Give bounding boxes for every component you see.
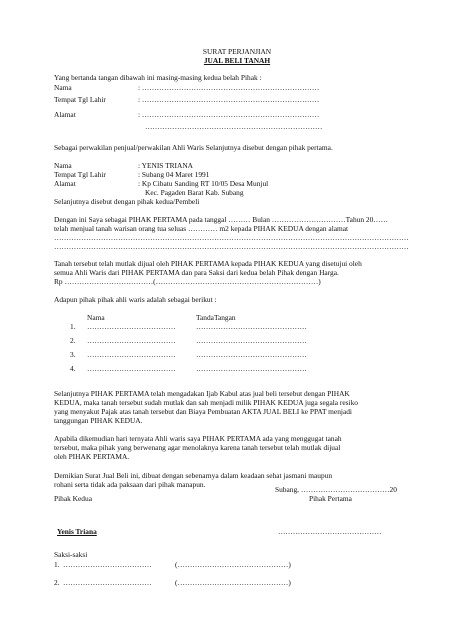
para4-line3: oleh PIHAK PERTAMA. — [54, 452, 130, 461]
para1-line4: ……………………………………………………………………………………………………………………………… — [54, 242, 409, 251]
party1-alamat-value: : ……………………………………………………………… — [138, 110, 320, 119]
heir-number: 3. — [70, 350, 76, 359]
party1-ttl-label: Tempat Tgl Lahir — [54, 95, 106, 104]
party1-alamat-label: Alamat — [54, 110, 76, 119]
party2-ttl-label: Tempat Tgl Lahir — [54, 170, 106, 179]
para3-line2: KEDUA, maka tanah tersebut sudah mutlak dan sah menjadi milik PIHAK KEDUA juga segala resiko — [54, 398, 358, 407]
party1-ttl-value: : ……………………………………………………………… — [138, 95, 320, 104]
para1-line1: Dengan ini Saya sebagai PIHAK PERTAMA pada tanggal ……… Bulan …………………………Tahun 20…… — [54, 215, 389, 224]
heirs-intro: Adapun pihak pihak ahli waris adalah sebagai berikut : — [54, 295, 217, 304]
para3-line4: tanggungan PIHAK KEDUA. — [54, 416, 143, 425]
saksi-number: 2. — [54, 578, 60, 587]
para4-line1: Apabila dikemudian hari ternyata Ahli waris saya PIHAK PERTAMA ada yang menggugat tanah — [54, 434, 342, 443]
para4-line2: tersebut, maka pihak yang berwenang agar menolaknya karena tanah tersebut telah mutlak dijual — [54, 443, 341, 452]
heir-number: 4. — [70, 364, 76, 373]
document-subtitle: JUAL BELI TANAH — [203, 56, 271, 65]
heir-sign: ……………………………………… — [196, 322, 307, 331]
para5-line1: Demikian Surat Jual Beli ini, dibuat dengan sebenarnya dalam keadaan sehat jasmani maupun — [54, 471, 333, 480]
representative-statement: Sebagai perwakilan penjual/perwakilan Ahli Waris Selanjutnya disebut dengan pihak pertama. — [54, 143, 333, 152]
heir-sign: ……………………………………… — [196, 350, 307, 359]
heirs-col-name: Nama — [87, 313, 105, 322]
saksi-name: ……………………………… — [63, 560, 152, 569]
para3-line1: Selanjutnya PIHAK PERTAMA telah mengadakan Ijab Kabul atas jual beli tersebut dengan PIHAK — [54, 389, 350, 398]
party2-alamat-value: : Kp Cibatu Sanding RT 10/05 Desa Munjul — [138, 179, 269, 188]
party2-alamat-value2: Kec. Pagaden Barat Kab. Subang — [145, 188, 244, 197]
pihak-pertama-label: Pihak Pertama — [309, 494, 352, 503]
heir-number: 1. — [70, 322, 76, 331]
saksi-name: ……………………………… — [63, 578, 152, 587]
party2-alamat-label: Alamat — [54, 179, 76, 188]
heir-number: 2. — [70, 336, 76, 345]
party2-nama-label: Nama — [54, 161, 72, 170]
party2-ttl-value: : Subang 04 Maret 1991 — [138, 170, 210, 179]
para2-line3: Rp ………………………………(…………………………………………………………) — [54, 277, 321, 286]
signer-kedua-name: Yenis Triana — [57, 527, 97, 536]
document-title: SURAT PERJANJIAN — [202, 47, 272, 56]
party1-alamat-value2: ……………………………………………………………… — [145, 122, 323, 131]
para1-line2: telah menjual tanah warisan orang tua seluas ………… m2 kepada PIHAK KEDUA dengan alamat — [54, 224, 349, 233]
intro-text: Yang bertanda tangan dibawah ini masing-masing kedua belah Pihak : — [54, 73, 262, 82]
heir-name: ……………………………… — [87, 336, 176, 345]
heir-sign: ……………………………………… — [196, 336, 307, 345]
para2-line1: Tanah tersebut telah mutlak dijual oleh PIHAK PERTAMA kepada PIHAK KEDUA yang disetujui oleh — [54, 259, 362, 268]
party1-nama-value: : ……………………………………………………………… — [138, 83, 320, 92]
party1-nama-label: Nama — [54, 83, 72, 92]
heir-name: ……………………………… — [87, 350, 176, 359]
saksi-number: 1. — [54, 560, 60, 569]
saksi-sign: (………………………………………) — [175, 560, 291, 569]
heir-name: ……………………………… — [87, 322, 176, 331]
party2-closing: Selanjutnya disebut dengan pihak kedua/Pembeli — [54, 197, 200, 206]
pihak-kedua-label: Pihak Kedua — [54, 494, 92, 503]
para1-line3: ……………………………………………………………………………………………………………………………… — [54, 233, 409, 242]
heir-sign: ……………………………………… — [196, 364, 307, 373]
para5-line2: rohani serta tidak ada paksaan dari pihak manapun. — [54, 480, 206, 489]
saksi-sign: (………………………………………) — [175, 578, 291, 587]
signer-pertama-name: …………………………………… — [278, 527, 382, 536]
place-date: Subang, ………………………………20 — [275, 485, 397, 494]
party2-nama-value: : YENIS TRIANA — [138, 161, 194, 170]
heir-name: ……………………………… — [87, 364, 176, 373]
heirs-col-sign: TandaTangan — [196, 313, 236, 322]
para2-line2: semua Ahli Waris dari PIHAK PERTAMA dan para Saksi dari kedua belah Pihak dengan Harga. — [54, 268, 339, 277]
saksi-title: Saksi-saksi — [54, 550, 88, 559]
para3-line3: yang menyakut Pajak atas tanah tersebut dan Biaya Pembuatan AKTA JUAL BELI ke PPAT menjadi — [54, 407, 352, 416]
